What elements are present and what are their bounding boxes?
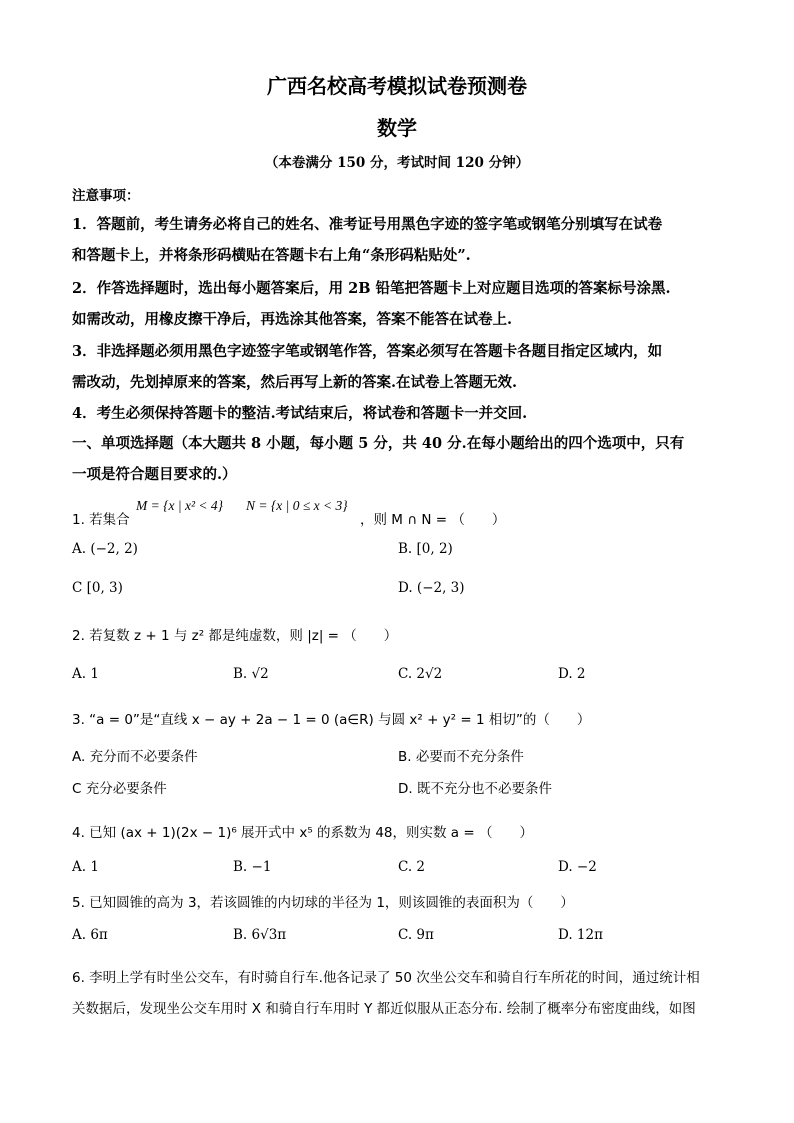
q2-option-a: A. 1 (72, 666, 99, 682)
q3-option-c: C 充分必要条件 (72, 781, 167, 797)
q5-option-c: C. 9π (398, 927, 434, 943)
question-1-prefix: 1. 若集合 (72, 512, 130, 528)
q1-option-c: C [0, 3) (72, 580, 123, 596)
note-line: 4．考生必须保持答题卡的整洁.考试结束后，将试卷和答题卡一并交回. (72, 405, 528, 422)
notes-heading: 注意事项： (72, 188, 140, 204)
q3-option-b: B. 必要而不充分条件 (398, 749, 524, 765)
q4-option-c: C. 2 (398, 859, 426, 875)
q3-option-a: A. 充分而不必要条件 (72, 749, 198, 765)
section-heading: 一、单项选择题（本大题共 8 小题，每小题 5 分，共 40 分.在每小题给出的四个选项中，只有 (72, 435, 685, 452)
q5-option-d: D. 12π (558, 927, 603, 943)
subject-title: 数学 (377, 116, 417, 140)
note-line: 和答题卡上，并将条形码横贴在答题卡右上角“条形码粘贴处”. (72, 247, 471, 264)
q4-option-a: A. 1 (72, 859, 99, 875)
q4-option-b: B. −1 (233, 859, 272, 875)
q1-option-b: B. [0, 2) (398, 541, 453, 557)
q5-option-a: A. 6π (72, 927, 108, 943)
question-4-stem: 4. 已知 (ax + 1)(2x − 1)⁶ 展开式中 x⁵ 的系数为 48，则实数 a = （ ） (72, 825, 533, 841)
note-line: 1．答题前，考生请务必将自己的姓名、准考证号用黑色字迹的签字笔或钢笔分别填写在试卷 (72, 216, 663, 233)
question-1-suffix: ，则 M ∩ N = （ ） (360, 512, 506, 528)
question-2-stem: 2. 若复数 z + 1 与 z² 都是纯虚数，则 |z| = （ ） (72, 628, 398, 644)
note-line: 如需改动，用橡皮擦干净后，再选涂其他答案，答案不能答在试卷上. (72, 311, 513, 328)
q5-option-b: B. 6√3π (233, 927, 287, 943)
question-1-set-n: N = {x | 0 ≤ x < 3} (246, 498, 348, 513)
section-heading-cont: 一项是符合题目要求的.） (72, 466, 237, 483)
exam-info: （本卷满分 150 分，考试时间 120 分钟） (264, 155, 530, 171)
q2-option-c: C. 2√2 (398, 666, 443, 682)
question-5-stem: 5. 已知圆锥的高为 3，若该圆锥的内切球的半径为 1，则该圆锥的表面积为（ ） (72, 895, 574, 911)
q3-option-d: D. 既不充分也不必要条件 (398, 781, 552, 797)
q2-option-d: D. 2 (558, 666, 586, 682)
q2-option-b: B. √2 (233, 666, 269, 682)
q4-option-d: D. −2 (558, 859, 597, 875)
note-line: 3．非选择题必须用黑色字迹签字笔或钢笔作答，答案必须写在答题卡各题目指定区域内，如 (72, 343, 663, 360)
question-3-stem: 3. “a = 0”是“直线 x − ay + 2a − 1 = 0 (a∈R) 与圆 x² + y² = 1 相切”的（ ） (72, 712, 591, 728)
question-6-line-2: 关数据后，发现坐公交车用时 X 和骑自行车用时 Y 都近似服从正态分布. 绘制了概率分布密度曲线，如图 (72, 1001, 696, 1017)
question-6-line-1: 6. 李明上学有时坐公交车，有时骑自行车.他各记录了 50 次坐公交车和骑自行车所花的时间，通过统计相 (72, 970, 700, 986)
question-1-set-m: M = {x | x² < 4} (136, 498, 224, 513)
q1-option-d: D. (−2, 3) (398, 580, 465, 596)
exam-title: 广西名校高考模拟试卷预测卷 (267, 74, 527, 98)
note-line: 需改动，先划掉原来的答案，然后再写上新的答案.在试卷上答题无效. (72, 374, 518, 391)
q1-option-a: A. (−2, 2) (72, 541, 138, 557)
note-line: 2．作答选择题时，选出每小题答案后，用 2B 铅笔把答题卡上对应题目选项的答案标号涂黑. (72, 280, 671, 297)
